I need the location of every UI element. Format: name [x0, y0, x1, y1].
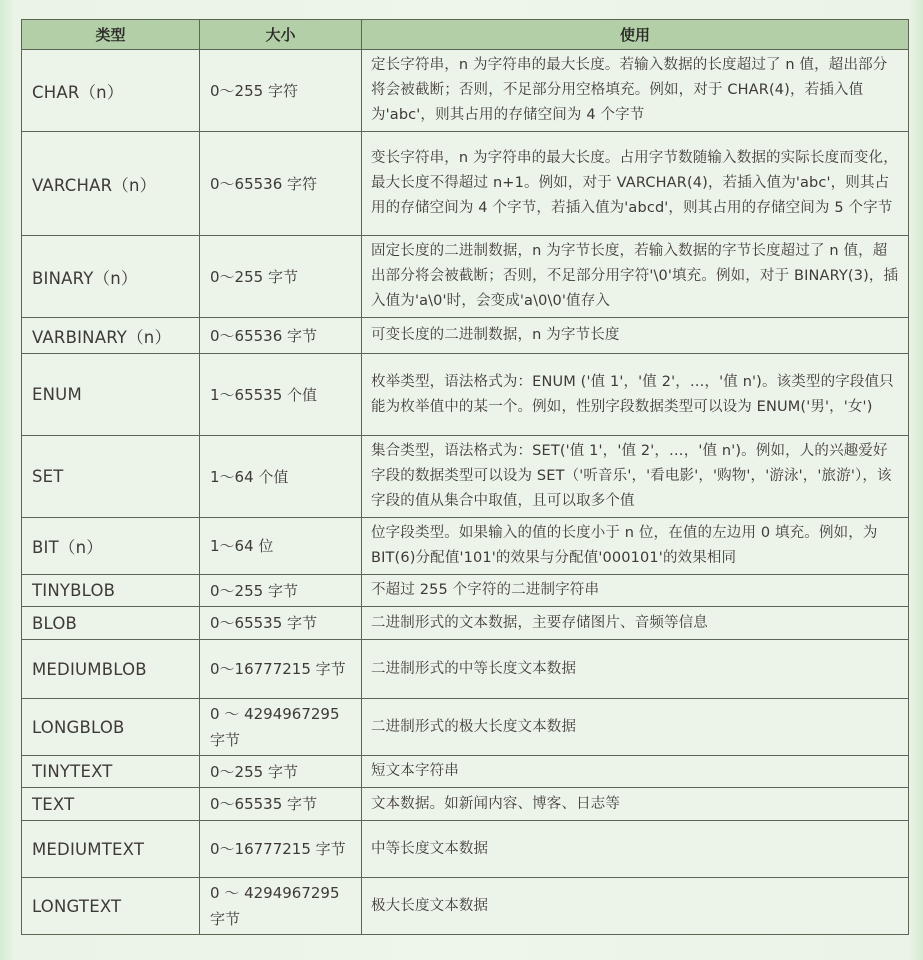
size-cell: 0～255 字节 — [200, 756, 362, 788]
data-types-table — [21, 19, 909, 935]
usage-cell: 中等长度文本数据 — [362, 821, 909, 878]
table-row — [22, 132, 909, 236]
type-cell: BINARY（n） — [22, 236, 200, 318]
usage-cell: 位字段类型。如果输入的值的长度小于 n 位，在值的左边用 0 填充。例如，为 BIT(6)分配值'101'的效果与分配值'000101'的效果相同 — [362, 518, 909, 575]
usage-cell: 极大长度文本数据 — [362, 878, 909, 935]
usage-cell: 定长字符串，n 为字符串的最大长度。若输入数据的长度超过了 n 值，超出部分将会被截断；否则，不足部分用空格填充。例如，对于 CHAR(4)，若插入值为'abc'，则其占用的存储空间为 4 个字节 — [362, 50, 909, 132]
size-cell: 0～16777215 字节 — [200, 821, 362, 878]
table-row — [22, 436, 909, 518]
type-cell: LONGTEXT — [22, 878, 200, 935]
type-cell: VARCHAR（n） — [22, 132, 200, 236]
table-row — [22, 354, 909, 436]
table-row — [22, 50, 909, 132]
size-cell: 1～64 位 — [200, 518, 362, 575]
size-cell: 0～65536 字节 — [200, 318, 362, 354]
size-cell: 0～255 字节 — [200, 575, 362, 607]
usage-cell: 二进制形式的文本数据，主要存储图片、音频等信息 — [362, 607, 909, 640]
usage-cell: 可变长度的二进制数据，n 为字节长度 — [362, 318, 909, 354]
table-row — [22, 575, 909, 607]
size-cell: 0 ～ 4294967295 字节 — [200, 878, 362, 935]
usage-cell: 集合类型，语法格式为：SET('值 1'，'值 2'，…，'值 n')。例如，人的兴趣爱好字段的数据类型可以设为 SET（'听音乐'，'看电影'，'购物'，'游泳'，'旅游'），该字段的值从集合中取值，且可以取多个值 — [362, 436, 909, 518]
type-cell: BIT（n） — [22, 518, 200, 575]
table-row — [22, 640, 909, 699]
type-cell: BLOB — [22, 607, 200, 640]
header-type: 类型 — [22, 20, 200, 50]
header-usage: 使用 — [362, 20, 909, 50]
table-row — [22, 878, 909, 935]
table-row — [22, 318, 909, 354]
table-row — [22, 756, 909, 788]
header-row — [22, 20, 909, 50]
type-cell: MEDIUMTEXT — [22, 821, 200, 878]
type-cell: SET — [22, 436, 200, 518]
usage-cell: 二进制形式的极大长度文本数据 — [362, 699, 909, 756]
usage-cell: 变长字符串，n 为字符串的最大长度。占用字节数随输入数据的实际长度而变化，最大长度不得超过 n+1。例如，对于 VARCHAR(4)，若插入值为'abc'，则其占用的存储空间为 4 个字节，若插入值为'abcd'，则其占用的存储空间为 5 个字节 — [362, 132, 909, 236]
type-cell: TEXT — [22, 788, 200, 821]
table-row — [22, 821, 909, 878]
size-cell: 0～65536 字符 — [200, 132, 362, 236]
table-row — [22, 699, 909, 756]
size-cell: 0～255 字符 — [200, 50, 362, 132]
type-cell: TINYBLOB — [22, 575, 200, 607]
usage-cell: 固定长度的二进制数据，n 为字节长度，若输入数据的字节长度超过了 n 值，超出部分将会被截断；否则，不足部分用字符'\0'填充。例如，对于 BINARY(3)，插入值为'a\0'时，会变成'a\0\0'值存入 — [362, 236, 909, 318]
usage-cell: 二进制形式的中等长度文本数据 — [362, 640, 909, 699]
usage-cell: 短文本字符串 — [362, 756, 909, 788]
header-size: 大小 — [200, 20, 362, 50]
type-cell: LONGBLOB — [22, 699, 200, 756]
size-cell: 0～65535 字节 — [200, 607, 362, 640]
size-cell: 0～255 字节 — [200, 236, 362, 318]
size-cell: 0～65535 字节 — [200, 788, 362, 821]
usage-cell: 不超过 255 个字符的二进制字符串 — [362, 575, 909, 607]
table-row — [22, 236, 909, 318]
table-row — [22, 607, 909, 640]
size-cell: 0～16777215 字节 — [200, 640, 362, 699]
type-cell: ENUM — [22, 354, 200, 436]
table-row — [22, 518, 909, 575]
table-row — [22, 788, 909, 821]
size-cell: 0 ～ 4294967295 字节 — [200, 699, 362, 756]
type-cell: CHAR（n） — [22, 50, 200, 132]
usage-cell: 枚举类型，语法格式为：ENUM ('值 1'，'值 2'，…，'值 n')。该类型的字段值只能为枚举值中的某一个。例如，性别字段数据类型可以设为 ENUM('男'，'女') — [362, 354, 909, 436]
type-cell: MEDIUMBLOB — [22, 640, 200, 699]
type-cell: TINYTEXT — [22, 756, 200, 788]
type-cell: VARBINARY（n） — [22, 318, 200, 354]
size-cell: 1～65535 个值 — [200, 354, 362, 436]
usage-cell: 文本数据。如新闻内容、博客、日志等 — [362, 788, 909, 821]
size-cell: 1～64 个值 — [200, 436, 362, 518]
